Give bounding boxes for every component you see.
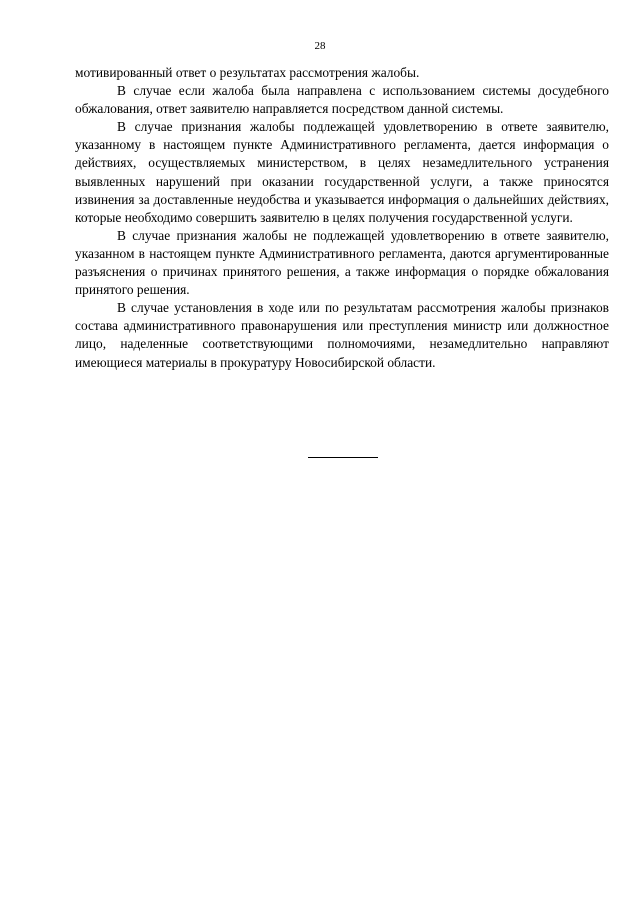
paragraph-complaint-satisfied: В случае признания жалобы подлежащей удовлетворению в ответе заявителю, указанному в настоящем пункте Административного регламента, дается информация о действиях, осуществляемых министерством, в целях незамедлительного устранения выявленных нарушений при оказании государственной услуги, а также приносятся извинения за доставленные неудобства и указывается информация о дальнейших действиях, которые необходимо совершить заявителю в целях получения государственной услуги.: [75, 119, 609, 225]
end-of-document-rule: [308, 457, 378, 458]
page-number: 28: [314, 40, 326, 52]
paragraph-complaint-rejected: В случае признания жалобы не подлежащей удовлетворению в ответе заявителю, указанном в настоящем пункте Административного регламента, даются аргументированные разъяснения о причинах принятого решения, а также информация о порядке обжалования принятого решения.: [75, 227, 609, 298]
document-body: [75, 64, 609, 372]
paragraph-offense-found: В случае установления в ходе или по результатам рассмотрения жалобы признаков состава административного правонарушения или преступления министр или должностное лицо, наделенные соответствующими полномочиями, незамедлительно направляют имеющиеся материалы в прокуратуру Новосибирской области.: [75, 300, 609, 370]
paragraph-continuation: мотивированный ответ о результатах рассмотрения жалобы.: [75, 65, 420, 80]
paragraph-pre-trial-system: В случае если жалоба была направлена с использованием системы досудебного обжалования, ответ заявителю направляется посредством данной системы.: [75, 83, 609, 117]
